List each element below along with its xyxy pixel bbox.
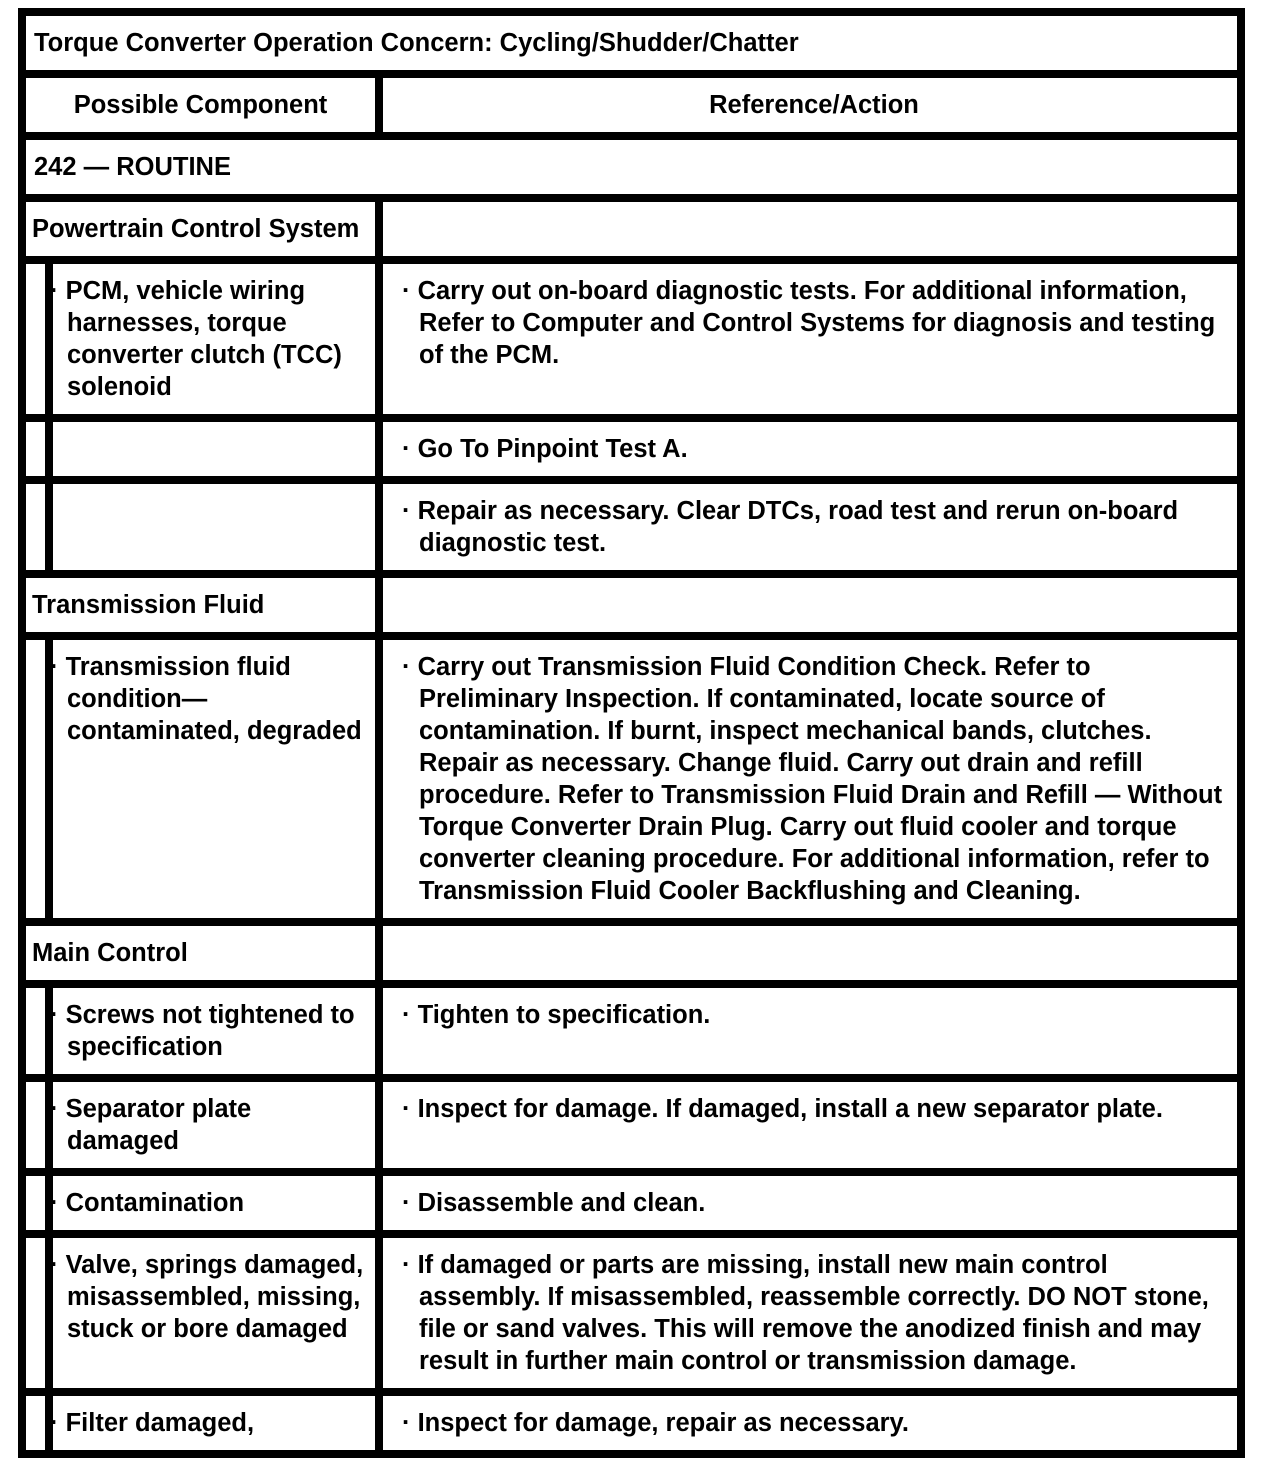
component-cell: · Filter damaged,: [50, 1409, 255, 1437]
action-cell: · Carry out on-board diagnostic tests. For additional information, Refer to Computer and Control Systems for diagnosis and testing of the PCM.: [402, 277, 1216, 369]
component-cell: · Screws not tightened to specification: [50, 1001, 355, 1061]
section-row: [26, 918, 1237, 980]
component-cell: · PCM, vehicle wiring harnesses, torque converter clutch (TCC) solenoid: [50, 277, 342, 401]
component-cell: · Separator plate damaged: [50, 1095, 252, 1155]
component-cell: · Valve, springs damaged, misassembled, missing, stuck or bore damaged: [50, 1251, 364, 1343]
table-row: [26, 1230, 1237, 1388]
diagnosis-table: [18, 8, 1245, 1458]
component-cell: · Contamination: [50, 1189, 245, 1217]
indent-stub: [26, 264, 53, 414]
action-cell: · If damaged or parts are missing, install new main control assembly. If misassembled, reassemble correctly. DO NOT stone, file or sand valves. This will remove the anodized finish and may result in further main control or transmission damage.: [402, 1251, 1209, 1375]
table-row: [26, 256, 1237, 414]
header-possible-component: Possible Component: [73, 91, 328, 119]
action-cell: [399, 213, 1229, 245]
table-row: [26, 1388, 1237, 1450]
indent-stub: [26, 1082, 53, 1168]
indent-stub: [26, 1238, 53, 1388]
component-cell: [53, 422, 375, 476]
section-row: [26, 570, 1237, 632]
table-header-row: [26, 70, 1237, 132]
action-cell: · Repair as necessary. Clear DTCs, road test and rerun on-board diagnostic test.: [402, 497, 1179, 557]
header-reference-action: Reference/Action: [709, 91, 919, 119]
indent-stub: [26, 1396, 53, 1450]
action-cell: · Tighten to specification.: [402, 1001, 711, 1029]
action-cell: · Go To Pinpoint Test A.: [402, 435, 688, 463]
indent-stub: [26, 1176, 53, 1230]
indent-stub: [26, 484, 53, 570]
indent-stub: [26, 640, 53, 918]
indent-stub: [26, 422, 53, 476]
table-title-row: [26, 16, 1237, 70]
table-frame: [18, 8, 1245, 1458]
table-row: [26, 476, 1237, 570]
routine-label: 242 — ROUTINE: [34, 153, 231, 181]
component-cell: [53, 484, 375, 570]
table-row: [26, 980, 1237, 1074]
component-cell: · Transmission fluid condition—contaminated, degraded: [50, 653, 362, 745]
table-body: [26, 194, 1237, 1450]
indent-stub: [26, 988, 53, 1074]
table-row: [26, 632, 1237, 918]
action-cell: · Disassemble and clean.: [402, 1189, 706, 1217]
action-cell: [399, 589, 1229, 621]
action-cell: · Inspect for damage, repair as necessary.: [402, 1409, 909, 1437]
routine-row: [26, 132, 1237, 194]
section-title: Powertrain Control System: [32, 215, 360, 243]
section-title: Main Control: [32, 939, 188, 967]
section-row: [26, 194, 1237, 256]
table-row: [26, 1074, 1237, 1168]
table-row: [26, 1168, 1237, 1230]
section-title: Transmission Fluid: [32, 591, 265, 619]
action-cell: · Inspect for damage. If damaged, install a new separator plate.: [402, 1095, 1163, 1123]
table-row: [26, 414, 1237, 476]
action-cell: [399, 937, 1229, 969]
table-title: Torque Converter Operation Concern: Cycling/Shudder/Chatter: [34, 29, 799, 57]
action-cell: · Carry out Transmission Fluid Condition Check. Refer to Preliminary Inspection. If contaminated, locate source of contamination. If burnt, inspect mechanical bands, clutches. Repair as necessary. Change fluid. Carry out drain and refill procedure. Refer to Transmission Fluid Drain and Refill — Without Torque Converter Drain Plug. Carry out fluid cooler and torque converter cleaning procedure. For additional information, refer to Transmission Fluid Cooler Backflushing and Cleaning.: [402, 653, 1223, 905]
